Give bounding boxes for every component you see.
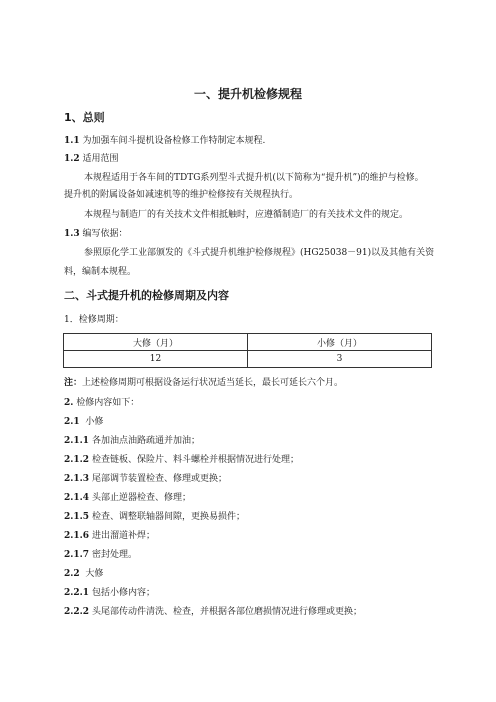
list-item (64, 473, 227, 485)
item-number: 2.1.4 (64, 493, 90, 503)
note-label: 注： (64, 378, 83, 388)
item-text: 包括小修内容； (91, 588, 155, 598)
clause-text: 大修 (85, 569, 104, 579)
paragraph-line: 本规程与制造厂的有关技术文件相抵触时，应遵循制造厂的有关技术文件的规定。 (84, 210, 409, 220)
clause-text: 适用范围 (82, 154, 119, 164)
item-number: 2.1.3 (64, 474, 90, 484)
clause-number: 1.1 (64, 136, 80, 146)
item-number: 2.2.1 (64, 588, 90, 598)
clause-number: 2.1 (64, 417, 80, 427)
clause-number: 1.3 (64, 229, 80, 239)
table-header-cell: 大修（月） (64, 334, 248, 351)
clause-1-3 (64, 228, 128, 240)
list-item (64, 606, 362, 618)
paragraph-line: 本规程适用于各车间的TDTG系列型斗式提升机(以下简称为“提升机”)的维护与检修。 (84, 173, 424, 183)
item-text: 头部止逆器检查、修理； (91, 493, 191, 503)
item-text: 尾部调节装置检查、修理或更换； (91, 474, 227, 484)
list-item (64, 492, 191, 504)
item-text: 头尾部传动件清洗、检查，并根据各部位磨损情况进行修理或更换； (91, 607, 362, 617)
clause-1-1 (64, 135, 265, 147)
item-text: 密封处理。 (91, 550, 137, 560)
table-cell: 12 (64, 351, 248, 368)
item-text: 检查链板、保险片、料斗螺栓并根据情况进行处理； (91, 455, 299, 465)
item-number: 2.1.5 (64, 512, 90, 522)
cycle-label: 1．检修周期： (64, 315, 124, 325)
clause-text: 小修 (85, 417, 104, 427)
list-item (64, 511, 245, 523)
section-1-heading: 1、总则 (64, 111, 105, 124)
clause-text: 编写依据： (82, 229, 128, 239)
clause-number: 2.2 (64, 569, 80, 579)
paragraph-line: 料，编制本规程。 (64, 267, 137, 277)
table-header-cell: 小修（月） (248, 334, 432, 351)
paragraph-line: 提升机的附属设备如减速机等的维护检修按有关规程执行。 (64, 190, 299, 200)
item-number: 2.2.2 (64, 607, 90, 617)
content-heading (64, 397, 139, 409)
clause-1-2 (64, 153, 119, 165)
item-number: 2.1.2 (64, 455, 90, 465)
minor-repair-heading (64, 416, 103, 428)
item-text: 各加油点油路疏通并加油； (91, 436, 200, 446)
document-title: 一、提升机检修规程 (193, 87, 302, 101)
item-text: 进出溜道补焊； (91, 531, 155, 541)
list-item (64, 587, 155, 599)
clause-text: 为加强车间斗提机设备检修工作特制定本规程. (82, 136, 266, 146)
item-number: 2.1.1 (64, 436, 90, 446)
list-item (64, 454, 299, 466)
table-row (64, 351, 432, 368)
clause-number: 2. (64, 398, 74, 408)
item-text: 检查、调整联轴器间隙，更换易损件； (91, 512, 245, 522)
table-cell: 3 (248, 351, 432, 368)
paragraph-line: 参照原化学工业部颁发的《斗式提升机维护检修规程》(HG25038－91)以及其他有关资 (84, 248, 435, 258)
note-text: 上述检修周期可根据设备运行状况适当延长，最长可延长六个月。 (82, 378, 344, 388)
table-header-row (64, 334, 432, 351)
item-number: 2.1.6 (64, 531, 90, 541)
list-item (64, 530, 155, 542)
clause-number: 1.2 (64, 154, 80, 164)
major-repair-heading (64, 568, 103, 580)
item-number: 2.1.7 (64, 550, 90, 560)
list-item (64, 435, 200, 447)
maintenance-cycle-table (63, 333, 432, 368)
list-item (64, 549, 137, 561)
clause-text: 检修内容如下： (76, 398, 140, 408)
section-2-heading: 二、斗式提升机的检修周期及内容 (64, 289, 229, 302)
note (64, 377, 343, 389)
